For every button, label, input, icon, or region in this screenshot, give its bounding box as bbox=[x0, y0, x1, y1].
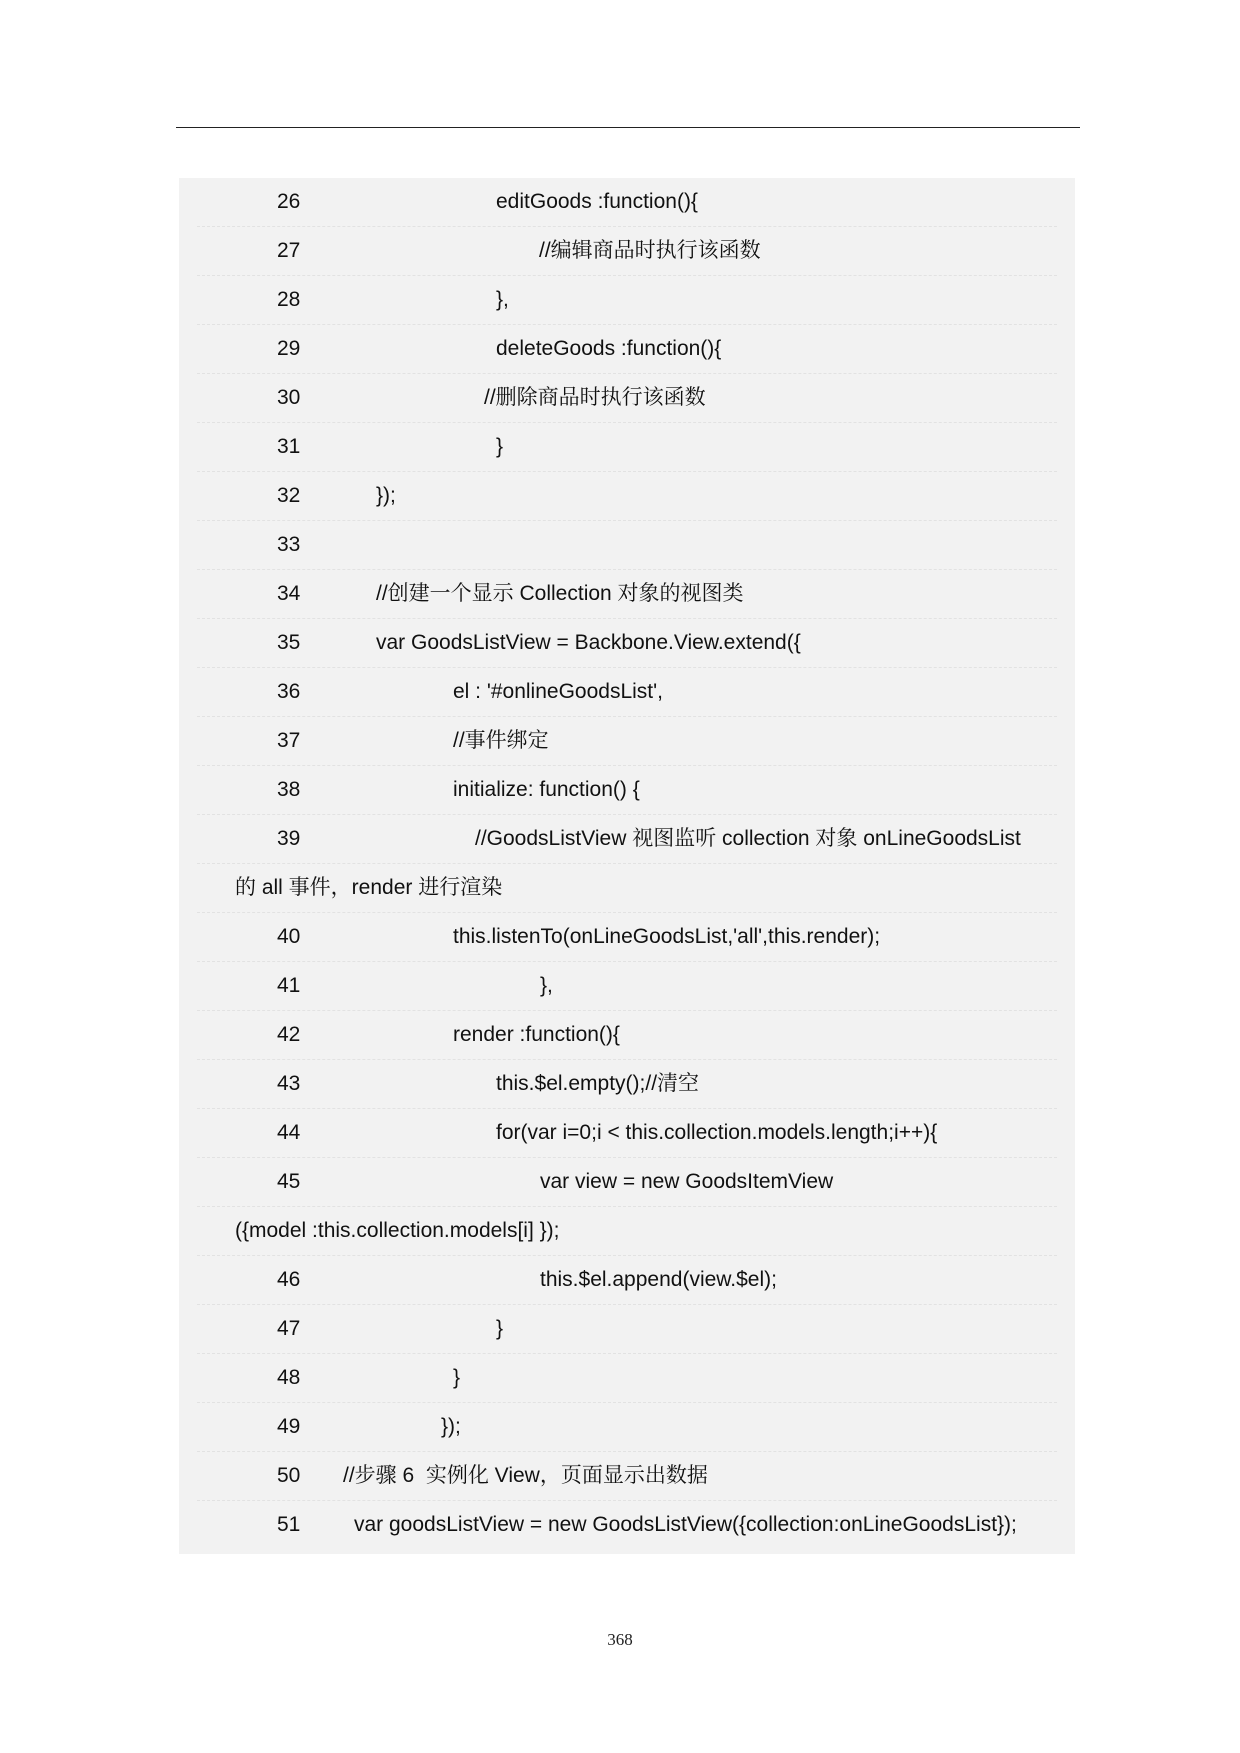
page-number: 368 bbox=[607, 1630, 633, 1649]
code-line bbox=[179, 521, 1075, 570]
code-line bbox=[179, 1011, 1075, 1060]
code-line bbox=[179, 1354, 1075, 1403]
code-line bbox=[179, 1501, 1075, 1550]
line-number: 51 bbox=[277, 1513, 301, 1536]
code-text: el : '#onlineGoodsList', bbox=[453, 680, 663, 703]
header-rule bbox=[176, 127, 1080, 128]
code-line bbox=[179, 472, 1075, 521]
line-number: 49 bbox=[277, 1415, 301, 1438]
code-line bbox=[179, 668, 1075, 717]
line-number: 37 bbox=[277, 729, 301, 752]
line-number: 29 bbox=[277, 337, 301, 360]
code-text: this.$el.empty();//清空 bbox=[496, 1072, 700, 1095]
code-line bbox=[179, 374, 1075, 423]
code-line bbox=[179, 325, 1075, 374]
code-text: render :function(){ bbox=[453, 1023, 620, 1046]
code-text: var GoodsListView = Backbone.View.extend({ bbox=[376, 631, 801, 654]
code-line bbox=[179, 1060, 1075, 1109]
code-line bbox=[179, 1403, 1075, 1452]
code-line bbox=[179, 815, 1075, 864]
line-number: 35 bbox=[277, 631, 301, 654]
line-number: 48 bbox=[277, 1366, 301, 1389]
code-line-continuation bbox=[179, 864, 1075, 913]
line-number: 31 bbox=[277, 435, 301, 458]
code-line bbox=[179, 1109, 1075, 1158]
code-text: }); bbox=[441, 1415, 461, 1438]
code-text: } bbox=[496, 435, 504, 458]
code-text: this.listenTo(onLineGoodsList,'all',this.render); bbox=[453, 925, 881, 948]
code-text-wrapped: 的 all 事件，render 进行渲染 bbox=[235, 876, 503, 899]
code-text: //编辑商品时执行该函数 bbox=[539, 239, 761, 262]
line-number: 27 bbox=[277, 239, 301, 262]
code-line bbox=[179, 913, 1075, 962]
code-text: } bbox=[453, 1366, 461, 1389]
line-number: 42 bbox=[277, 1023, 301, 1046]
code-text: //GoodsListView 视图监听 collection 对象 onLineGoodsList bbox=[475, 827, 1021, 850]
line-number: 26 bbox=[277, 190, 301, 213]
line-number: 41 bbox=[277, 974, 301, 997]
line-number: 38 bbox=[277, 778, 301, 801]
code-text: }); bbox=[376, 484, 396, 507]
line-number: 40 bbox=[277, 925, 301, 948]
code-text: //删除商品时执行该函数 bbox=[484, 386, 706, 409]
code-text: initialize: function() { bbox=[453, 778, 640, 801]
line-number: 47 bbox=[277, 1317, 301, 1340]
code-line bbox=[179, 423, 1075, 472]
code-line bbox=[179, 1158, 1075, 1207]
code-text: //事件绑定 bbox=[453, 729, 549, 752]
code-text: } bbox=[496, 1317, 504, 1340]
code-text: this.$el.append(view.$el); bbox=[540, 1268, 777, 1291]
code-text: }, bbox=[496, 288, 509, 311]
line-number: 32 bbox=[277, 484, 301, 507]
code-line bbox=[179, 717, 1075, 766]
code-line bbox=[179, 178, 1075, 227]
code-line bbox=[179, 1452, 1075, 1501]
code-line bbox=[179, 276, 1075, 325]
line-number: 36 bbox=[277, 680, 301, 703]
code-line bbox=[179, 227, 1075, 276]
code-text: editGoods :function(){ bbox=[496, 190, 698, 213]
line-number: 30 bbox=[277, 386, 301, 409]
code-text: for(var i=0;i < this.collection.models.length;i++){ bbox=[496, 1121, 938, 1144]
line-number: 43 bbox=[277, 1072, 301, 1095]
line-number: 28 bbox=[277, 288, 301, 311]
code-listing bbox=[179, 178, 1075, 1554]
code-line bbox=[179, 962, 1075, 1011]
code-line bbox=[179, 1256, 1075, 1305]
code-text: deleteGoods :function(){ bbox=[496, 337, 722, 360]
line-number: 39 bbox=[277, 827, 301, 850]
code-line bbox=[179, 619, 1075, 668]
line-number: 33 bbox=[277, 533, 301, 556]
code-text: //步骤 6 实例化 View，页面显示出数据 bbox=[343, 1464, 708, 1487]
line-number: 44 bbox=[277, 1121, 301, 1144]
line-number: 50 bbox=[277, 1464, 301, 1487]
code-line bbox=[179, 766, 1075, 815]
code-text: var view = new GoodsItemView bbox=[540, 1170, 834, 1193]
code-text: var goodsListView = new GoodsListView({collection:onLineGoodsList}); bbox=[354, 1513, 1017, 1536]
code-text: }, bbox=[540, 974, 553, 997]
code-line bbox=[179, 570, 1075, 619]
code-text-wrapped: ({model :this.collection.models[i] }); bbox=[235, 1219, 560, 1242]
line-number: 34 bbox=[277, 582, 301, 605]
code-line bbox=[179, 1305, 1075, 1354]
line-number: 46 bbox=[277, 1268, 301, 1291]
line-number: 45 bbox=[277, 1170, 301, 1193]
code-line-continuation bbox=[179, 1207, 1075, 1256]
code-text: //创建一个显示 Collection 对象的视图类 bbox=[376, 582, 744, 605]
